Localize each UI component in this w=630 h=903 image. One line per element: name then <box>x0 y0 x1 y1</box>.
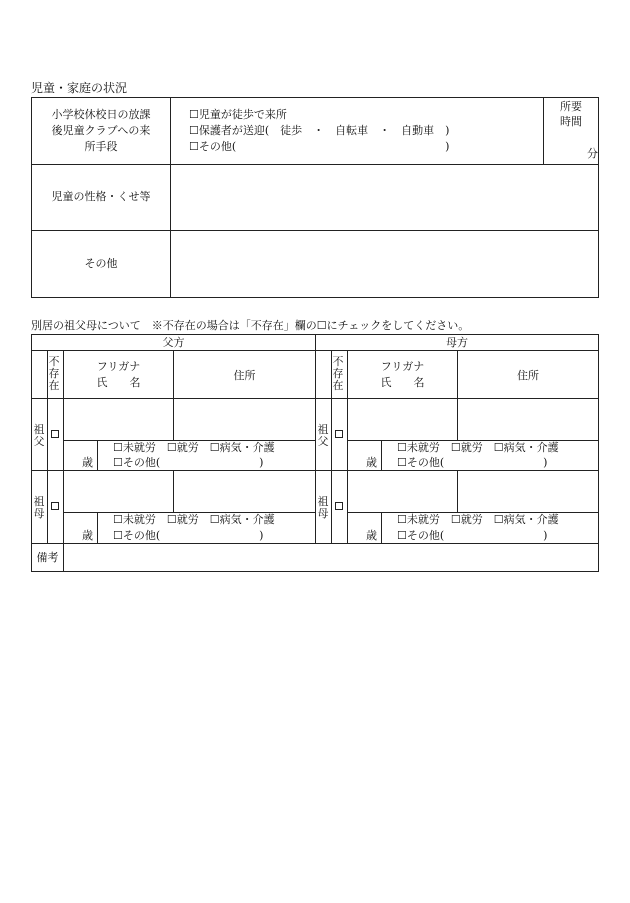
father-grandfather-status-line2[interactable]: ☐その他( ) <box>113 456 264 469</box>
mother-side-header: 母方 <box>446 336 468 349</box>
father-grandfather-address-field[interactable] <box>174 399 315 440</box>
personality-label: 児童の性格・くせ等 <box>51 190 151 203</box>
mother-grandmother-status-line1[interactable]: ☐未就労 ☐就労 ☐病気・介護 <box>397 513 559 526</box>
other-label: その他 <box>84 257 118 270</box>
commute-option-escort[interactable]: ☐保護者が送迎( 徒歩 ・ 自転車 ・ 自動車 ) <box>189 124 450 137</box>
father-grandmother-address-field[interactable] <box>174 471 315 512</box>
mother-furigana-header: フリガナ <box>380 360 425 373</box>
father-grandmother-status-line2[interactable]: ☐その他( ) <box>113 529 264 542</box>
time-label-line1: 所要 <box>560 100 582 113</box>
personality-field[interactable] <box>171 165 598 230</box>
father-address-header: 住所 <box>233 369 256 382</box>
father-furigana-header: フリガナ <box>96 360 141 373</box>
section2-heading: 別居の祖父母について ※不存在の場合は「不存在」欄の☐にチェックをしてください。 <box>31 319 470 332</box>
time-unit: 分 <box>587 147 598 160</box>
mother-grandfather-status-line2[interactable]: ☐その他( ) <box>397 456 548 469</box>
father-grandfather-label: 祖父 <box>33 423 45 448</box>
mother-grandfather-age-unit: 歳 <box>366 456 377 469</box>
mother-grandmother-name-field[interactable] <box>348 471 457 512</box>
other-field[interactable] <box>171 231 598 297</box>
mother-absent-header: 不存在 <box>332 355 344 392</box>
father-grandmother-age-unit: 歳 <box>82 529 93 542</box>
commute-label-line3: 所手段 <box>84 140 118 153</box>
mother-grandfather-name-field[interactable] <box>348 399 457 440</box>
mother-grandmother-status-line2[interactable]: ☐その他( ) <box>397 529 548 542</box>
father-grandmother-label: 祖母 <box>33 495 45 520</box>
commute-label-line2: 後児童クラブへの来 <box>51 124 151 137</box>
commute-option-other[interactable]: ☐その他( ) <box>189 140 450 153</box>
father-grandfather-name-field[interactable] <box>64 399 173 440</box>
time-label-line2: 時間 <box>560 115 582 128</box>
section1-heading: 児童・家庭の状況 <box>31 81 128 95</box>
commute-label-line1: 小学校休校日の放課 <box>51 108 151 121</box>
mother-address-header: 住所 <box>517 369 539 382</box>
mother-grandfather-status-line1[interactable]: ☐未就労 ☐就労 ☐病気・介護 <box>397 441 559 454</box>
mother-grandmother-label: 祖母 <box>317 495 329 520</box>
father-absent-header: 不存在 <box>48 355 60 392</box>
mother-grandmother-absent-checkbox[interactable] <box>335 502 343 510</box>
father-grandmother-absent-checkbox[interactable] <box>51 502 59 510</box>
mother-name-header: 氏 名 <box>380 376 425 389</box>
father-grandmother-name-field[interactable] <box>64 471 173 512</box>
mother-grandmother-age-unit: 歳 <box>366 529 377 542</box>
father-name-header: 氏 名 <box>96 376 141 389</box>
remarks-label: 備考 <box>36 551 59 564</box>
mother-grandfather-label: 祖父 <box>317 423 329 448</box>
father-grandmother-status-line1[interactable]: ☐未就労 ☐就労 ☐病気・介護 <box>113 513 275 526</box>
father-grandfather-absent-checkbox[interactable] <box>51 430 59 438</box>
father-grandfather-status-line1[interactable]: ☐未就労 ☐就労 ☐病気・介護 <box>113 441 275 454</box>
mother-grandfather-address-field[interactable] <box>458 399 598 440</box>
commute-option-walk[interactable]: ☐児童が徒歩で来所 <box>189 108 287 121</box>
father-side-header: 父方 <box>162 336 185 349</box>
mother-grandmother-address-field[interactable] <box>458 471 598 512</box>
mother-grandfather-absent-checkbox[interactable] <box>335 430 343 438</box>
father-grandfather-age-unit: 歳 <box>82 456 93 469</box>
remarks-field[interactable] <box>64 544 598 571</box>
